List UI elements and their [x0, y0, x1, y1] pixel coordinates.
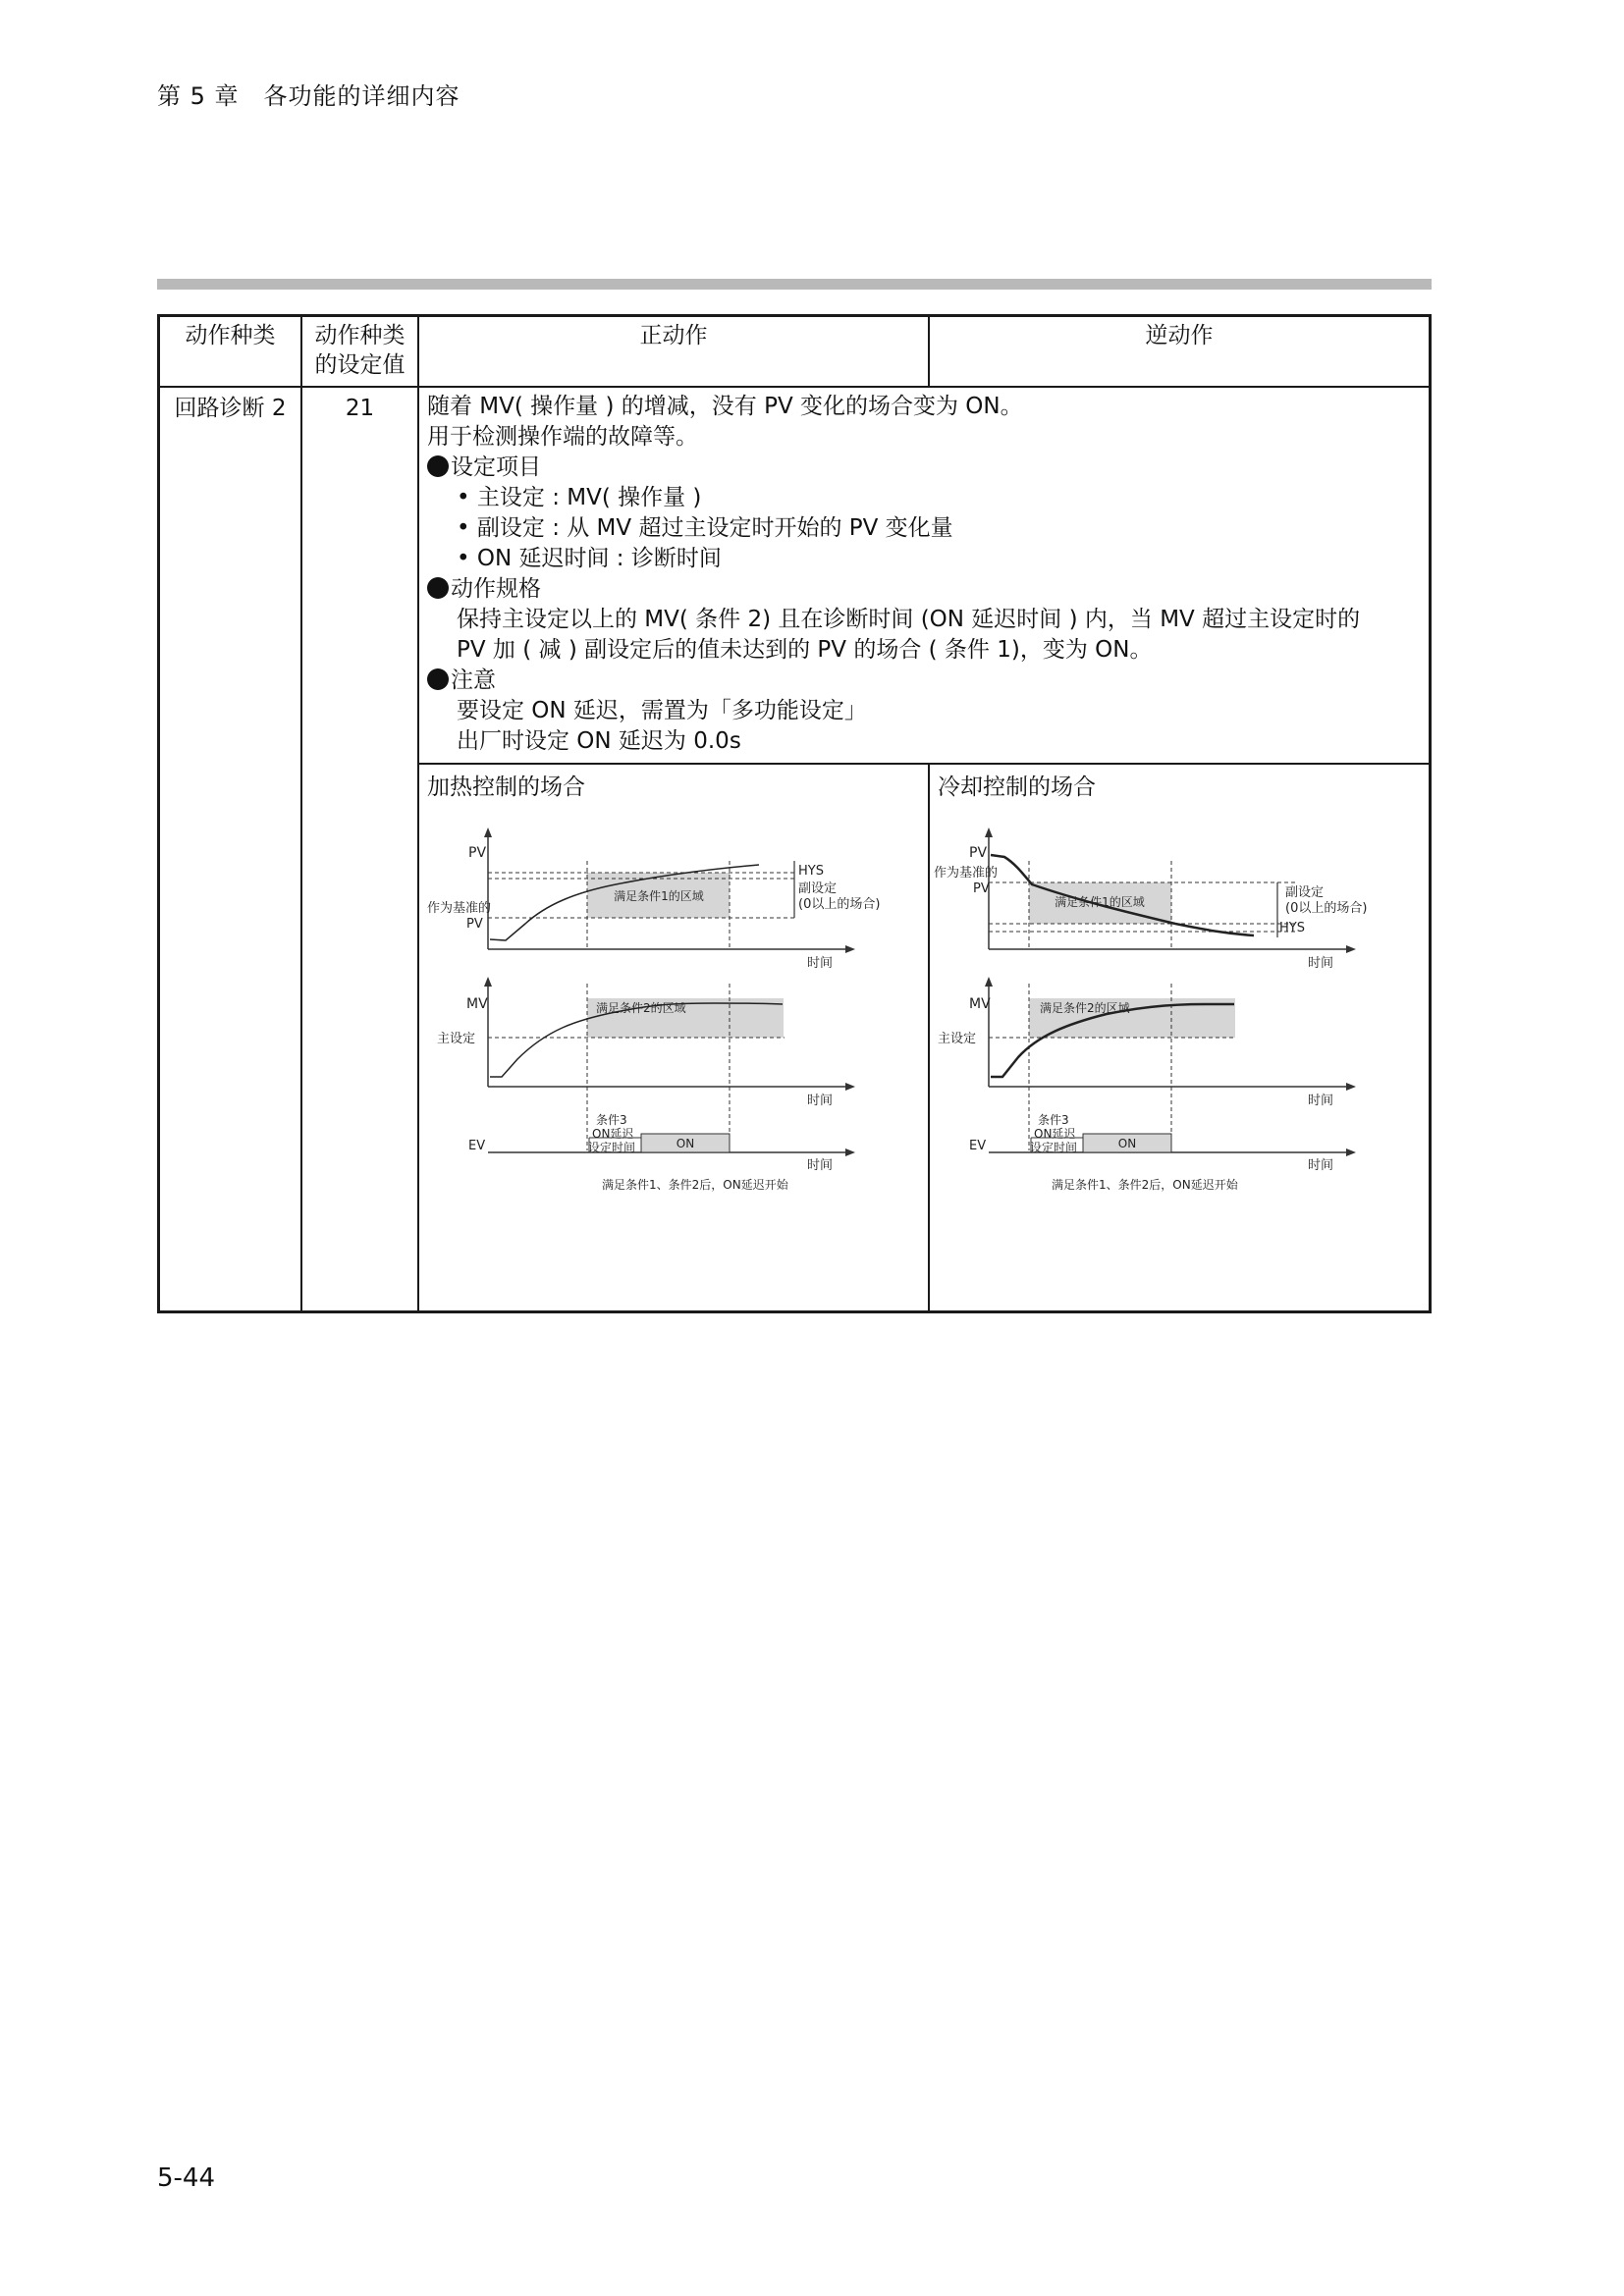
bullet-icon: [427, 577, 449, 599]
cooling-mv-label: MV: [969, 996, 991, 1012]
header-value: 动作种类 的设定值: [314, 323, 406, 378]
heating-ref-pv-label: 作为基准的: [427, 901, 492, 916]
heating-ref-pv-label-2: PV: [466, 917, 483, 932]
heating-diagram: [419, 802, 926, 1308]
heating-subset-label: 副设定: [798, 881, 838, 896]
col-divider-1: [300, 317, 302, 1310]
cooling-cond2-label: 满足条件2的区域: [1040, 1001, 1130, 1015]
cooling-diagram: [930, 802, 1429, 1308]
row-type: 回路诊断 2: [174, 396, 287, 421]
header-direct-action: 正动作: [639, 323, 708, 348]
heating-main-set-label: 主设定: [437, 1032, 476, 1046]
cooling-caption: 满足条件1、条件2后，ON延迟开始: [1052, 1178, 1238, 1192]
heating-title: 加热控制的场合: [427, 774, 585, 800]
heating-time-label-2: 时间: [807, 1094, 834, 1108]
heating-caption: 满足条件1、条件2后，ON延迟开始: [602, 1178, 788, 1192]
heating-on-label: ON: [676, 1137, 695, 1150]
cooling-cond1-label: 满足条件1的区域: [1055, 895, 1145, 909]
heating-cond3-label: 条件3: [596, 1113, 627, 1127]
cooling-subset-label: 副设定: [1285, 885, 1325, 900]
cooling-on-label: ON: [1117, 1137, 1137, 1150]
cooling-time-label-1: 时间: [1308, 956, 1334, 971]
heating-mv-label: MV: [466, 996, 488, 1012]
section-rule: [157, 279, 1432, 290]
heating-hys-label: HYS: [798, 864, 824, 879]
cooling-title: 冷却控制的场合: [938, 774, 1096, 800]
cooling-ev-label: EV: [969, 1139, 987, 1153]
cooling-ref-pv-label: 作为基准的: [934, 866, 999, 881]
cooling-set-time-label: 设定时间: [1030, 1141, 1078, 1154]
heating-on-delay-label: ON延迟: [592, 1127, 634, 1141]
heating-cond2-label: 满足条件2的区域: [596, 1001, 686, 1015]
header-reverse-action: 逆动作: [1145, 323, 1214, 348]
row-description: 随着 MV( 操作量 ) 的增减，没有 PV 变化的场合变为 ON。 用于检测操作端的故障等。 设定项目 • 主设定 : MV( 操作量 ) • 副设定 : 从 MV 超过主设定时开始的 PV 变化量 • ON 延迟时间 : 诊断时间 动作规格 保持主设定以上的 MV( 条件 2) 且在诊断时间 (ON 延迟时间 ) 内，当 MV 超过主设定时的 PV 加 ( 减 ) 副设定后的值未达到的 PV 的场合 ( 条件 1)，变为 ON。 注意 要设定 ON 延迟，需置为「多功能设定」 出厂时设定 ON 延迟为 0.0s: [427, 394, 1361, 754]
cooling-ref-pv-label-2: PV: [973, 881, 990, 896]
heating-set-time-label: 设定时间: [588, 1141, 636, 1154]
cooling-on-delay-label: ON延迟: [1034, 1127, 1076, 1141]
heating-subset-note: (0以上的场合): [798, 897, 881, 912]
function-table: [157, 314, 1432, 1313]
bullet-icon: [427, 668, 449, 690]
header-type: 动作种类: [185, 323, 276, 348]
heating-cond1-label: 满足条件1的区域: [614, 889, 704, 903]
heating-pv-label: PV: [468, 845, 487, 861]
cooling-pv-label: PV: [969, 845, 988, 861]
cooling-subset-note: (0以上的场合): [1285, 901, 1368, 916]
row-value: 21: [345, 396, 375, 421]
header-divider: [160, 386, 1429, 388]
cooling-hys-label: HYS: [1279, 921, 1305, 935]
bullet-icon: [427, 455, 449, 477]
cooling-time-label-3: 时间: [1308, 1158, 1334, 1173]
cooling-cond3-label: 条件3: [1038, 1113, 1069, 1127]
heating-ev-label: EV: [468, 1139, 486, 1153]
chapter-heading: 第 5 章 各功能的详细内容: [157, 82, 460, 110]
diagram-divider: [417, 763, 1429, 765]
heating-time-label-3: 时间: [807, 1158, 834, 1173]
cooling-time-label-2: 时间: [1308, 1094, 1334, 1108]
heating-time-label-1: 时间: [807, 956, 834, 971]
cooling-main-set-label: 主设定: [938, 1032, 977, 1046]
page-number: 5-44: [157, 2163, 216, 2193]
